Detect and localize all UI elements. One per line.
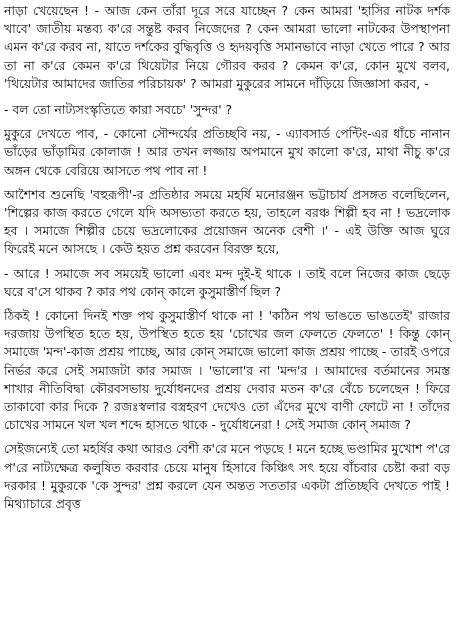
paragraph-mirror-collage: মুকুরে দেখতে পাব, - কোনো সৌন্দর্যের প্রতিচ্ছবি নয়, - এ্যাবসার্ড পেন্টিং-এর ধাঁচে নানান ভাঁড়ের ভাঁড়ামির কোলাজ ! আর তখন লজ্জায় অপমানে মুখ কালো ক'রে, মাথা নীচু ক'রে অঙ্গন থেকে বেরিয়ে আসতে পথ পাব না ! [4, 126, 450, 178]
paragraph-who-is-beautiful: - বল তো নাট্যসংস্কৃতিতে কারা সবচে' 'সুন্দর' ? [4, 102, 233, 118]
paragraph-bahurupi-quote: আশৈশব শুনেছি 'বহুরূপী'-র প্রতিষ্ঠার সময়ে মহর্ষি মনোরঞ্জন ভট্টাচার্য প্রসঙ্গত বলেছিলেন, 'শিল্পের কাজ করতে গেলে যদি অসভ্যতা করতে হয়, তাহলে বরঞ্চ শিল্পী হব না ! ভদ্রলোক হব । সমাজে শিল্পীর চেয়ে ভদ্রলোকের প্রয়োজন অনেক বেশী ।' - এই উক্তি আজ ঘুরে ফিরেই মনে আসছে । কেউ হয়ত প্রশ্ন করবেন বিরক্ত হয়ে, [4, 186, 450, 257]
paragraph-theatre-pride: নাড়া খেয়েছেন ! - আজ কেন তাঁরা দূরে সরে যাচ্ছেন ? কেন আমরা 'হাসির নাটক দর্শক খাবে' জাতীয় মন্তব্য ক'রে সন্তুষ্ট করব নিজেদের ? কেন আমরা ভালো নাটকের উপস্থাপনা এমন ক'রে করব না, যাতে দর্শকের বুদ্ধিবৃত্তি ও হৃদয়বৃত্তি সমানভাবে নাড়া খেতে পারে ? আর তা না ক'রে কেমন ক'রে থিয়েটার নিয়ে গৌরব করব ? কেমন ক'রে, কোন মুখে বলব, 'থিয়েটার আমাদের জাতির পরিচায়ক' ? আমরা মুকুরের সামনে দাঁড়িয়ে জিজ্ঞাসা করব, - [4, 3, 450, 91]
paragraph-good-and-bad: - আরে ! সমাজে সব সময়েই ভালো এবং মন্দ দুই-ই থাকে । তাই বলে নিজের কাজ ছেড়ে ঘরে ব'সে থাকব ? কার পথ কোন্ কালে কুসুমাস্তীর্ণ ছিল ? [4, 265, 450, 299]
paragraph-whose-society: ঠিকই ! কোনো দিনই শক্ত পথ কুসুমাস্তীর্ণ থাকে না ! 'কঠিন পথ ভাঙতে ভাঙতেই' রাজার দরজায় উপস্থিত হতে হয়, উপস্থিত হতে হয় 'চোখের জল ফেলতে ফেলতে' ! কিন্তু কোন্ সমাজে 'মন্দ'-কাজ প্রশ্রয় পাচ্ছে, আর কোন্ সমাজে ভালো কাজ প্রশ্রয় পাচ্ছে - তারই ওপরে নির্ভর করে সেই সমাজটা কার সমাজ । 'ভালো'র না 'মন্দ'র । আমাদের বর্তমানের সমস্ত শাখার নীতিবিদ্বা কৌরবসভায় দুর্যোধনদের প্রশ্রয় দেবার মতন ক'রে বেঁচে চলেছেন ! ফিরে তাকাবো কার দিকে ? রজঃস্বলার বস্ত্রহরণ দেখেও তো এঁদের মুখে বাণী ফোটে না ! তাঁদের চোখের সামনে খল খল শব্দে হাসতে থাকে - দুর্যোধনেরা ! সেই সমাজ কোন্ সমাজ ? [4, 308, 450, 433]
paragraph-maharshi-words: সেইজন্যেই তো মহর্ষির কথা আরও বেশী ক'রে মনে পড়ছে ! মনে হচ্ছে ভণ্ডামির মুখোশ প'রে প'রে নাট্যক্ষেত্র কলুষিত করবার চেয়ে মানুষ হিসাবে কিঞ্চিৎ সৎ হয়ে বাঁচবার চেষ্টা করা বড় দরকার ! মুকুরকে 'কে সুন্দর' প্রশ্ন করলে যেন অন্তত সততার একটা প্রতিচ্ছবি দেখতে পাই ! মিথ্যাচারে প্রবৃত্ত [4, 441, 450, 512]
